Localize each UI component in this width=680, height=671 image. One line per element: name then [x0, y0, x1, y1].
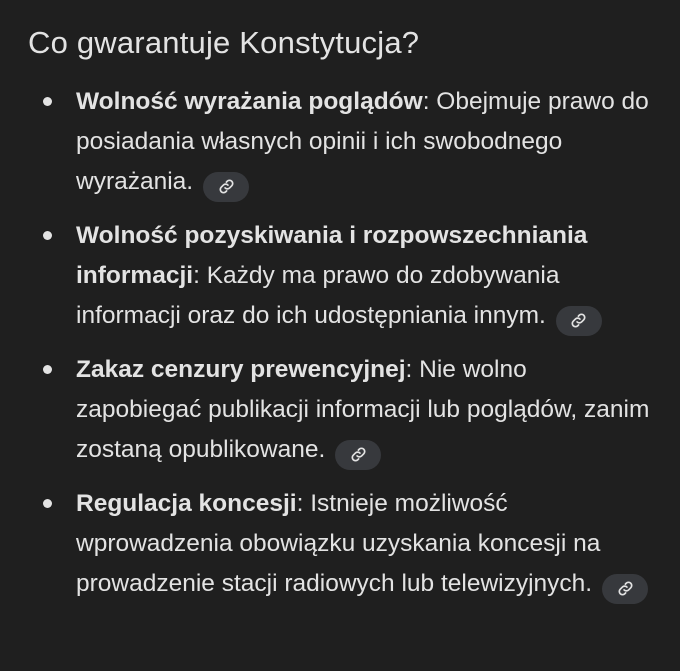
- link-icon: [570, 312, 587, 329]
- bullet-dot: [43, 97, 52, 106]
- source-link-button[interactable]: [203, 172, 249, 202]
- item-term: Regulacja koncesji: [76, 490, 297, 517]
- link-icon: [350, 446, 367, 463]
- bullet-dot: [43, 231, 52, 240]
- link-icon: [218, 178, 235, 195]
- item-colon: :: [193, 262, 200, 289]
- item-text: Nie wolno zapobiegać publikacji informacji lub poglądów, zanim zostaną opublikowane.: [76, 356, 650, 463]
- item-colon: :: [296, 490, 304, 517]
- list-item: [28, 484, 656, 604]
- source-link-button[interactable]: [335, 440, 381, 470]
- source-link-button[interactable]: [556, 306, 602, 336]
- list-item: [28, 350, 656, 470]
- item-text: Obejmuje prawo do posiadania własnych opinii i ich swobodnego wyrażania.: [76, 88, 649, 195]
- source-link-button[interactable]: [602, 574, 648, 604]
- item-colon: :: [422, 88, 430, 115]
- guarantees-list: [28, 82, 656, 604]
- bullet-dot: [43, 499, 52, 508]
- item-text: Istnieje możliwość wprowadzenia obowiązku uzyskania koncesji na prowadzenie stacji radiowych lub telewizyjnych.: [76, 490, 601, 597]
- item-term: Wolność pozyskiwania i rozpowszechniania informacji: [76, 222, 588, 289]
- list-item: [28, 82, 656, 202]
- item-text: Każdy ma prawo do zdobywania informacji oraz do ich udostępniania innym.: [76, 262, 560, 329]
- link-icon: [617, 580, 634, 597]
- item-colon: :: [405, 356, 413, 383]
- item-term: Wolność wyrażania poglądów: [76, 88, 423, 115]
- item-term: Zakaz cenzury prewencyjnej: [76, 356, 406, 383]
- response-heading: Co gwarantuje Konstytucja?: [28, 25, 420, 60]
- bullet-dot: [43, 365, 52, 374]
- list-item: [28, 216, 656, 336]
